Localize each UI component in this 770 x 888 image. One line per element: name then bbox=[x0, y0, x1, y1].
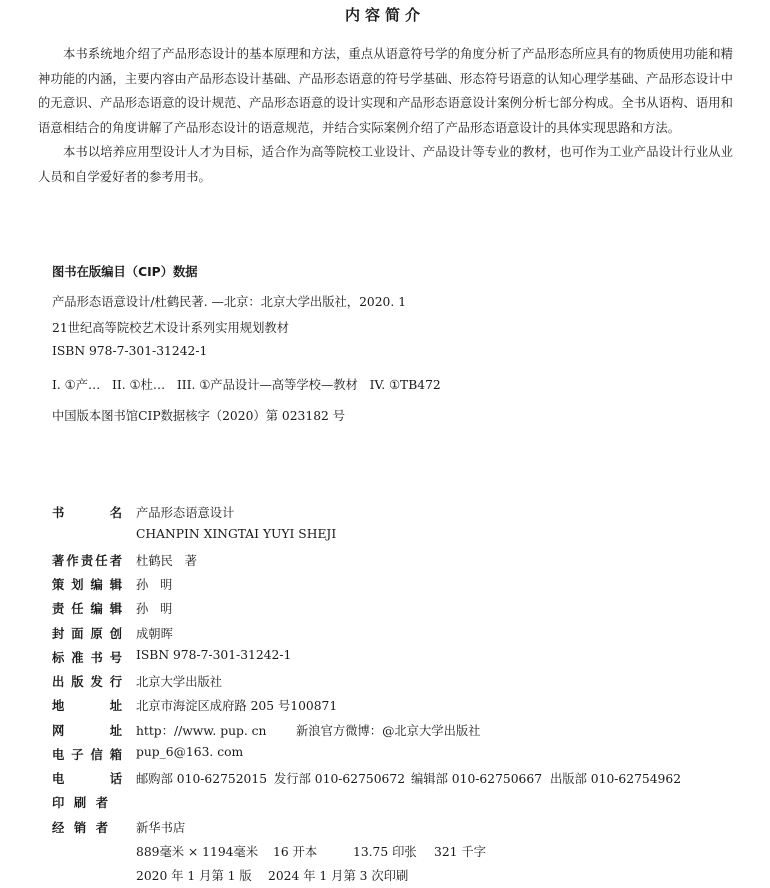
page-title: 内容简介 bbox=[344, 6, 425, 24]
label-book-name: 书名 bbox=[52, 506, 122, 520]
label-publisher: 出版发行 bbox=[52, 675, 122, 689]
label-author: 著作责任者 bbox=[52, 554, 122, 568]
label-planning-editor: 策划编辑 bbox=[52, 578, 122, 592]
value-responsible-editor: 孙 明 bbox=[136, 602, 173, 616]
value-distributor: 新华书店 bbox=[136, 821, 186, 835]
value-book-name: 产品形态语意设计 bbox=[136, 506, 235, 520]
value-spec-sheets: 13.75 印张 bbox=[353, 845, 417, 859]
value-spec-format: 16 开本 bbox=[273, 845, 318, 859]
label-address: 地址 bbox=[52, 699, 122, 713]
label-phone: 电话 bbox=[52, 772, 122, 786]
value-phone-publishing: 出版部 010-62754962 bbox=[550, 772, 682, 786]
value-cover-design: 成朝晖 bbox=[136, 627, 173, 641]
value-printing: 2024 年 1 月第 3 次印刷 bbox=[268, 869, 409, 883]
summary-paragraph-2: 本书以培养应用型设计人才为目标，适合作为高等院校工业设计、产品设计等专业的教材，也可作为工业产品设计行业从业人员和自学爱好者的参考用书。 bbox=[38, 145, 733, 184]
value-website: http：//www. pup. cn bbox=[136, 724, 267, 738]
value-planning-editor: 孙 明 bbox=[136, 578, 173, 592]
content-summary bbox=[38, 42, 733, 190]
label-isbn: 标准书号 bbox=[52, 651, 122, 665]
summary-paragraph-1: 本书系统地介绍了产品形态设计的基本原理和方法，重点从语意符号学的角度分析了产品形态所应具有的物质使用功能和精神功能的内涵，主要内容由产品形态设计基础、产品形态语意的符号学基础、形态符号语意的认知心理学基础、产品形态设计中的无意识、产品形态语意的设计规范、产品形态语意的设计实现和产品形态语意设计案例分析七部分构成。全书从语构、语用和语意相结合的角度讲解了产品形态设计的语意规范，并结合实际案例介绍了产品形态语意设计的具体实现思路和方法。 bbox=[38, 47, 733, 135]
label-responsible-editor: 责任编辑 bbox=[52, 602, 122, 616]
value-spec-words: 321 千字 bbox=[434, 845, 486, 859]
value-publisher: 北京大学出版社 bbox=[136, 675, 223, 689]
label-distributor: 经销者 bbox=[52, 821, 108, 835]
value-phone-editorial: 编辑部 010-62750667 bbox=[411, 772, 543, 786]
cip-line-classification: I. ①产… II. ①杜… III. ①产品设计—高等学校—教材 IV. ①TB472 bbox=[52, 378, 441, 392]
cip-line-isbn: ISBN 978-7-301-31242-1 bbox=[52, 344, 208, 358]
value-email: pup_6@163. com bbox=[136, 745, 244, 759]
value-author: 杜鹤民 著 bbox=[136, 554, 197, 568]
label-website: 网址 bbox=[52, 724, 122, 738]
label-cover-design: 封面原创 bbox=[52, 627, 122, 641]
value-phone-sales: 发行部 010-62750672 bbox=[274, 772, 406, 786]
value-book-pinyin: CHANPIN XINGTAI YUYI SHEJI bbox=[136, 527, 337, 541]
value-phone-mail-order: 邮购部 010-62752015 bbox=[136, 772, 268, 786]
cip-heading: 图书在版编目（CIP）数据 bbox=[52, 265, 198, 279]
value-address: 北京市海淀区成府路 205 号100871 bbox=[136, 699, 338, 713]
cip-line-series: 21世纪高等院校艺术设计系列实用规划教材 bbox=[52, 321, 289, 335]
value-edition: 2020 年 1 月第 1 版 bbox=[136, 869, 252, 883]
value-spec-size: 889毫米 × 1194毫米 bbox=[136, 845, 259, 859]
cip-line-citation: 产品形态语意设计/杜鹤民著. —北京：北京大学出版社，2020. 1 bbox=[52, 295, 407, 309]
label-printer: 印刷者 bbox=[52, 796, 108, 810]
label-email: 电子信箱 bbox=[52, 748, 122, 762]
value-weibo: 新浪官方微博：@北京大学出版社 bbox=[296, 724, 481, 738]
cip-line-catalog-number: 中国版本图书馆CIP数据核字（2020）第 023182 号 bbox=[52, 409, 346, 423]
value-isbn: ISBN 978-7-301-31242-1 bbox=[136, 648, 292, 662]
